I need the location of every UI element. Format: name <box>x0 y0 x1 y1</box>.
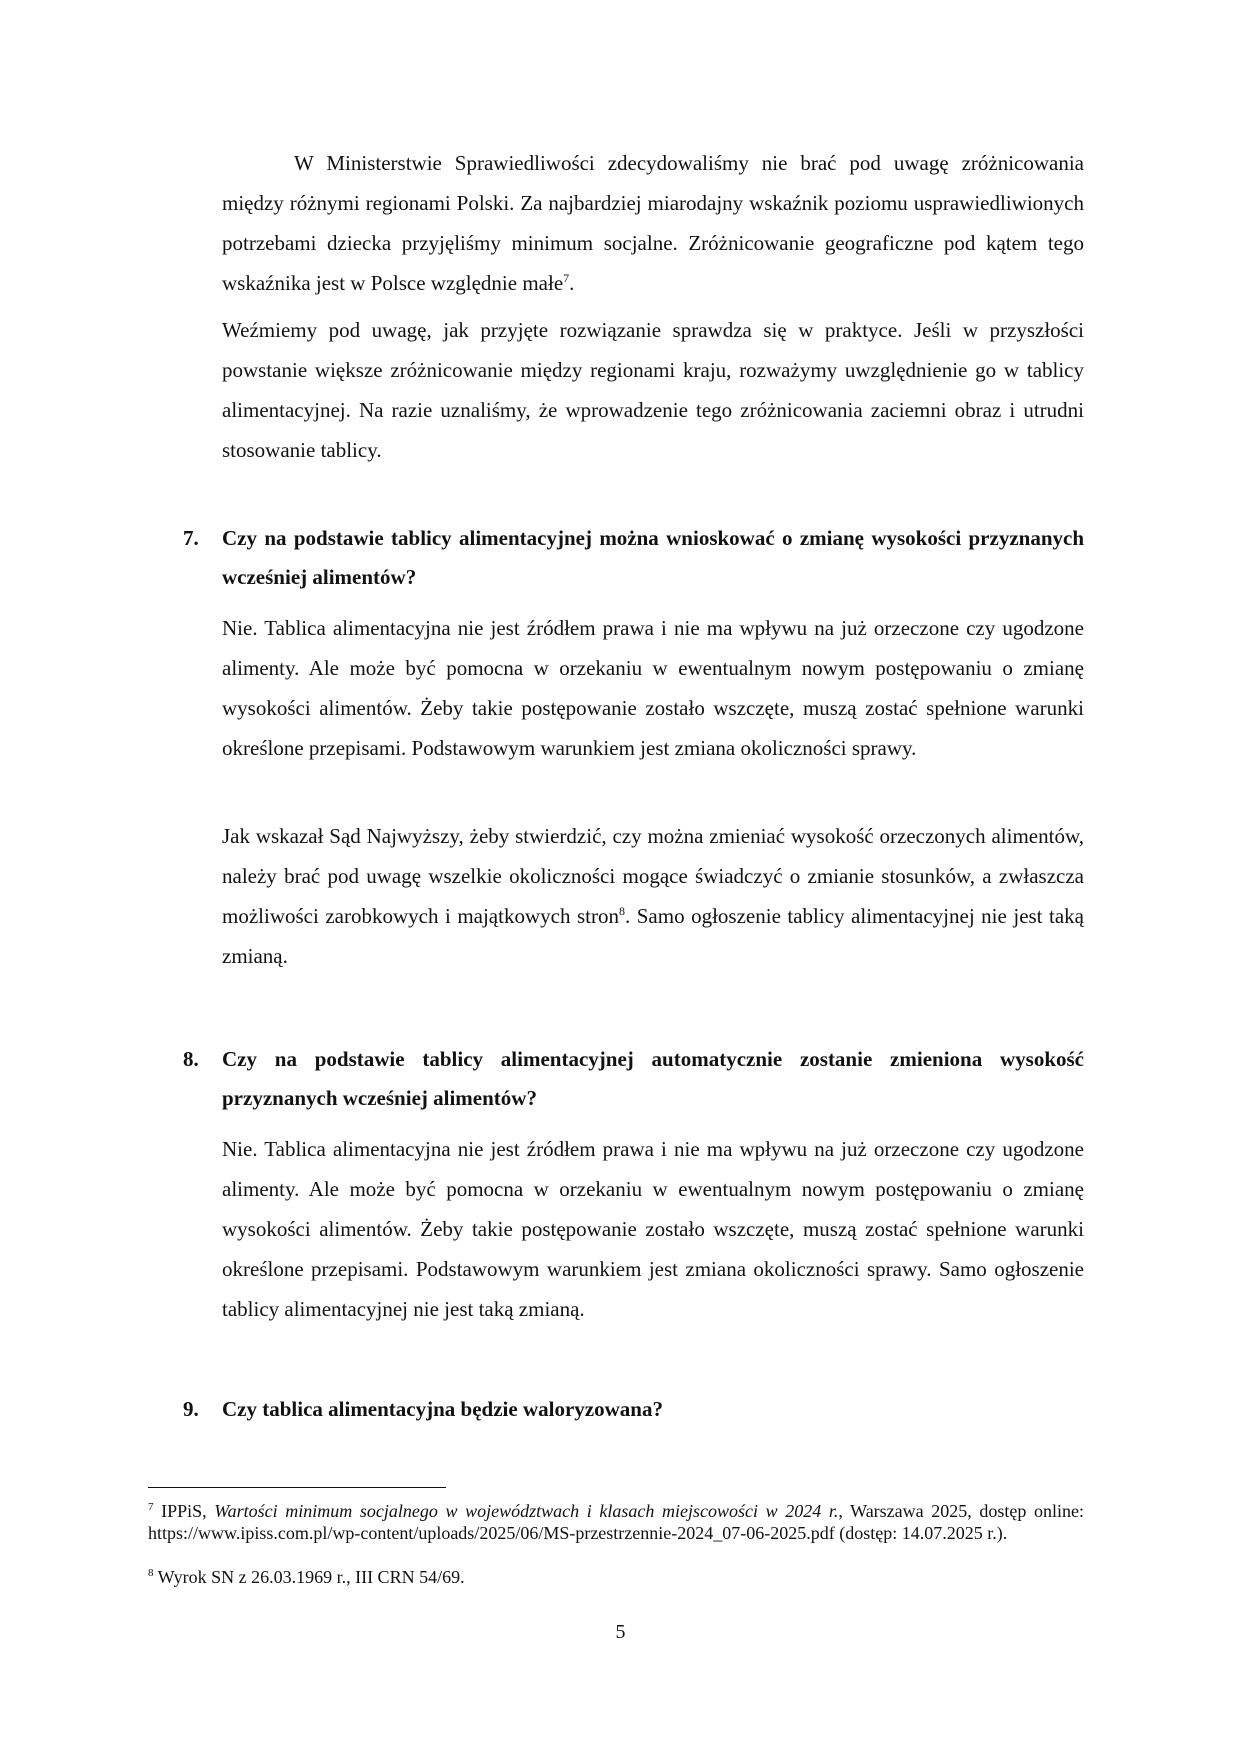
footnote-7-number: 7 <box>148 1501 154 1513</box>
footnote-ref-8[interactable]: 8 <box>618 904 625 918</box>
footnote-8-number: 8 <box>148 1567 154 1579</box>
footnote-8: $^8$ Wyrok SN z 26.03.1969 r., III CRN 54/69. <box>148 1567 465 1587</box>
page-number: 5 <box>615 1621 626 1643</box>
footnote-7-source-title: Wartości minimum socjalnego w województwach i klasach miejscowości w 2024 r. <box>214 1501 839 1521</box>
question-7-answer: Nie. Tablica alimentacyjna nie jest źródłem prawa i nie ma wpływu na już orzeczone czy ugodzone alimenty. Ale może być pomocna w orzekaniu w ewentualnym nowym postępowaniu o zmianę wysokości alimentów. Żeby takie postępowanie zostało wszczęte, muszą zostać spełnione warunki określone przepisami. Podstawowym warunkiem jest zmiana okoliczności sprawy. <box>222 616 1084 760</box>
question-7-heading: Czy na podstawie tablicy alimentacyjnej można wnioskować o zmianę wysokości przyznanych wcześniej alimentów? <box>222 526 1084 589</box>
question-9-number: 9. <box>183 1397 199 1421</box>
question-8-number: 8. <box>183 1047 199 1071</box>
question-8-answer: Nie. Tablica alimentacyjna nie jest źródłem prawa i nie ma wpływu na już orzeczone czy ugodzone alimenty. Ale może być pomocna w orzekaniu w ewentualnym nowym postępowaniu o zmianę wysokości alimentów. Żeby takie postępowanie zostało wszczęte, muszą zostać spełnione warunki określone przepisami. Podstawowym warunkiem jest zmiana okoliczności sprawy. Samo ogłoszenie tablicy alimentacyjnej nie jest taką zmianą. <box>222 1137 1084 1321</box>
paragraph-regional-differences: W Ministerstwie Sprawiedliwości zdecydowaliśmy nie brać pod uwagę zróżnicowania między różnymi regionami Polski. Za najbardziej miarodajny wskaźnik poziomu usprawiedliwionych potrzebami dziecka przyjęliśmy minimum socjalne. Zróżnicowanie geograficzne pod kątem tego wskaźnika jest w Polsce względnie małe$^7$. <box>222 151 1084 295</box>
paragraph-practice: Weźmiemy pod uwagę, jak przyjęte rozwiązanie sprawdza się w praktyce. Jeśli w przyszłości powstanie większe zróżnicowanie między regionami kraju, rozważymy uwzględnienie go w tablicy alimentacyjnej. Na razie uznaliśmy, że wprowadzenie tego zróżnicowania zaciemni obraz i utrudni stosowanie tablicy. <box>222 318 1084 462</box>
paragraph-text: W Ministerstwie Sprawiedliwości zdecydowaliśmy nie brać pod uwagę zróżnicowania między różnymi regionami Polski. Za najbardziej miarodajny wskaźnik poziomu usprawiedliwionych potrzebami dziecka przyjęliśmy minimum socjalne. Zróżnicowanie geograficzne pod kątem tego wskaźnika jest w Polsce względnie małe <box>222 151 1084 295</box>
footnote-7-link-text[interactable]: , Warszawa 2025, dostęp online: https://www.ipiss.com.pl/wp-content/uploads/2025/06/MS-przestrzennie-2024_07-06-2025.pdf (dostęp: 14.07.2025 r.). <box>148 1501 1085 1543</box>
question-8-heading: Czy na podstawie tablicy alimentacyjnej automatycznie zostanie zmieniona wysokość przyznanych wcześniej alimentów? <box>222 1047 1084 1110</box>
question-7-number: 7. <box>183 526 199 550</box>
question-9-heading: Czy tablica alimentacyjna będzie waloryzowana? <box>222 1397 663 1421</box>
footnote-separator <box>148 1487 446 1488</box>
footnote-7: $^7$ IPPiS, Wartości minimum socjalnego w województwach i klasach miejscowości w 2024 r., Warszawa 2025, dostęp online: https://www.ipiss.com.pl/wp-content/uploads/2025/06/MS-przestrzennie-2024_07-06-2025.pdf (dostęp: 14.07.2025 r.). <box>148 1501 1085 1543</box>
footnote-ref-7[interactable]: 7 <box>563 271 570 285</box>
question-7-answer-supreme-court: Jak wskazał Sąd Najwyższy, żeby stwierdzić, czy można zmieniać wysokość orzeczonych alimentów, należy brać pod uwagę wszelkie okoliczności mogące świadczyć o zmianie stosunków, a zwłaszcza możliwości zarobkowych i majątkowych stron$^8$. Samo ogłoszenie tablicy alimentacyjnej nie jest taką zmianą. <box>222 824 1085 968</box>
